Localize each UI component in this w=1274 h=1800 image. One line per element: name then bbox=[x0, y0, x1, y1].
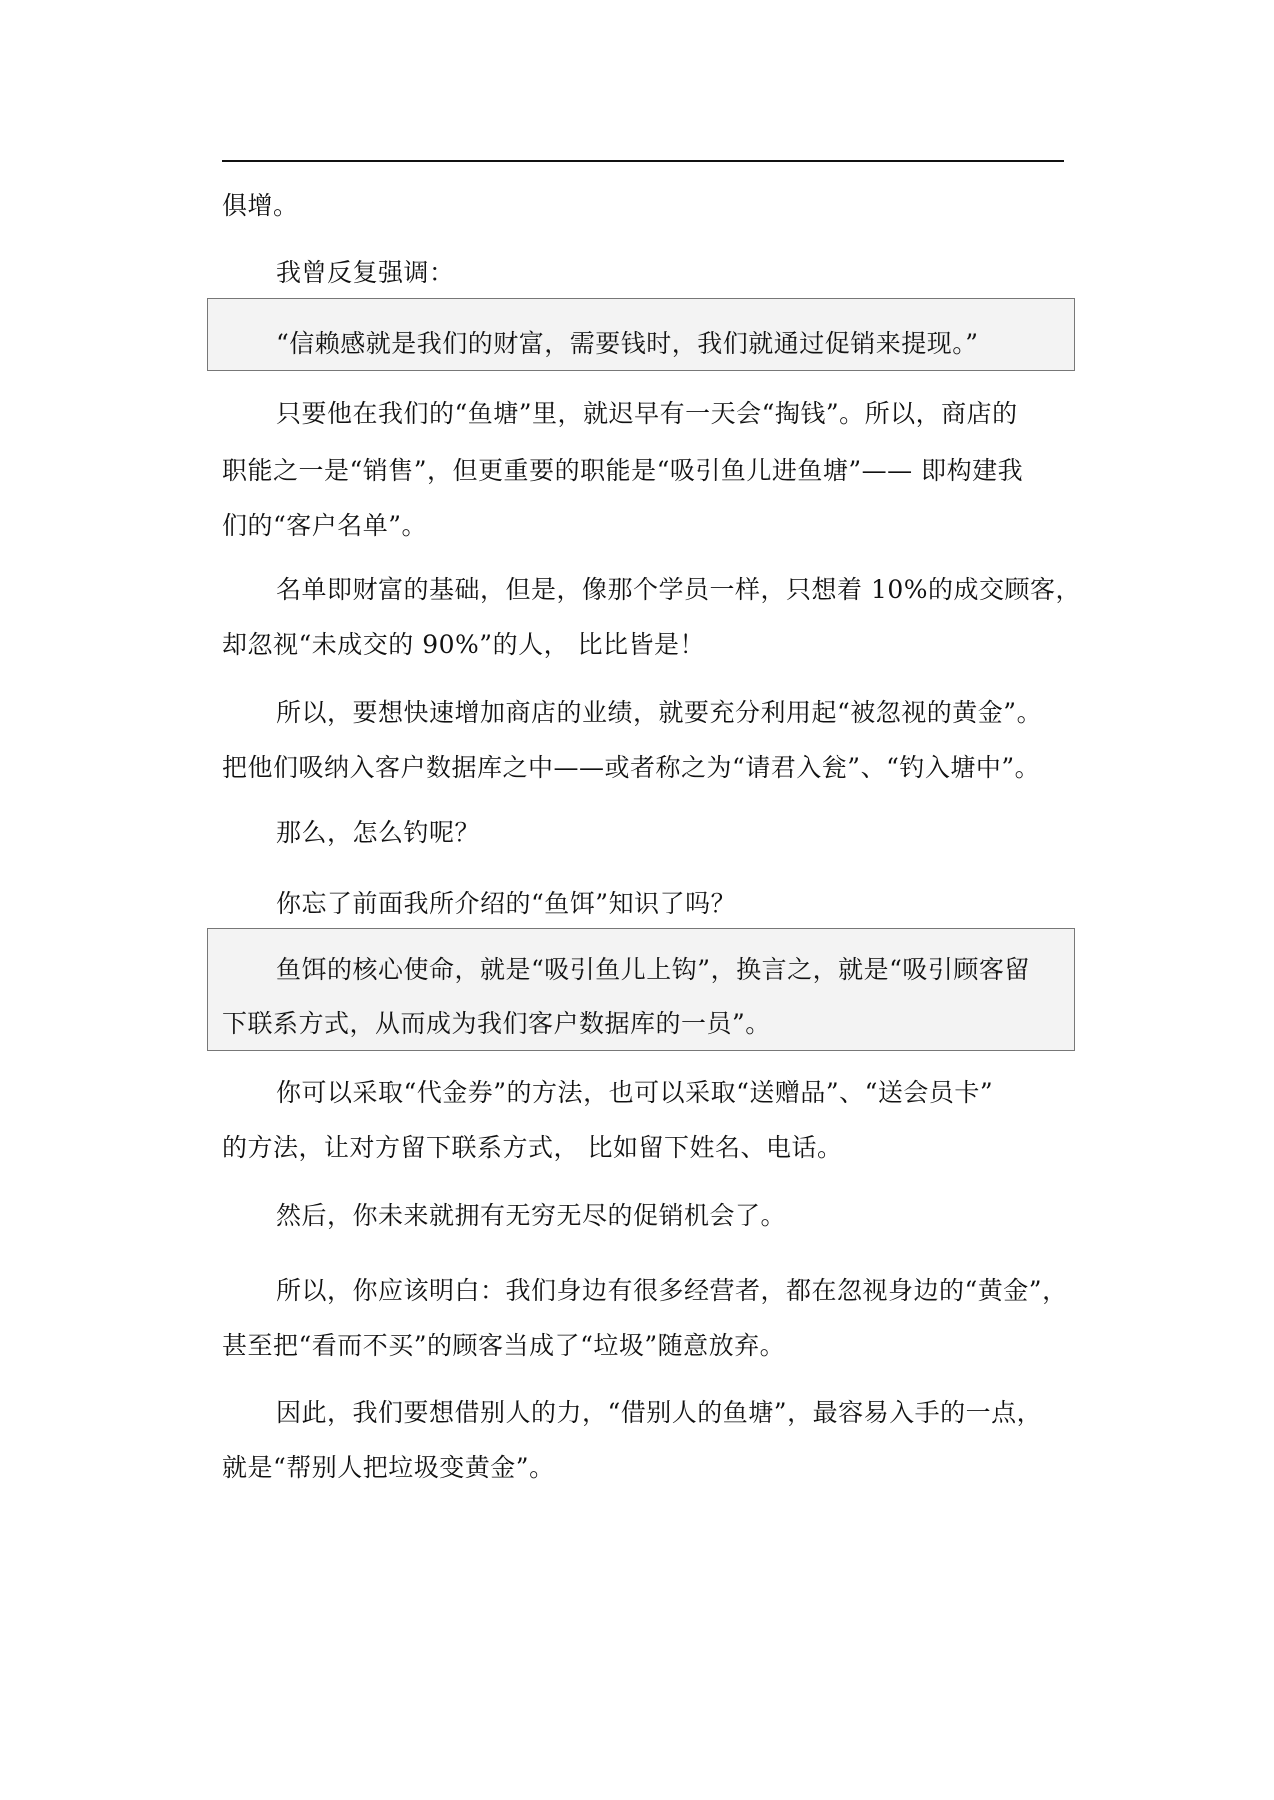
paragraph-line: 甚至把“看而不买”的顾客当成了“垃圾”随意放弃。 bbox=[222, 1331, 786, 1360]
paragraph-line: 我曾反复强调： bbox=[276, 258, 455, 287]
paragraph-line: 所以，要想快速增加商店的业绩，就要充分利用起“被忽视的黄金”。 bbox=[276, 698, 1043, 727]
quote-line: 下联系方式，从而成为我们客户数据库的一员”。 bbox=[222, 1009, 771, 1038]
paragraph-line: 的方法，让对方留下联系方式， 比如留下姓名、电话。 bbox=[222, 1133, 843, 1162]
paragraph-line: 因此，我们要想借别人的力，“借别人的鱼塘”，最容易入手的一点， bbox=[276, 1398, 1043, 1427]
paragraph-line: 们的“客户名单”。 bbox=[222, 511, 428, 540]
paragraph-line: 职能之一是“销售”，但更重要的职能是“吸引鱼儿进鱼塘”—— 即构建我 bbox=[222, 456, 1024, 485]
quote-line: “信赖感就是我们的财富，需要钱时，我们就通过促销来提现。” bbox=[276, 329, 979, 358]
paragraph-line: 只要他在我们的“鱼塘”里，就迟早有一天会“掏钱”。所以，商店的 bbox=[276, 399, 1018, 428]
paragraph-line: 却忽视“未成交的 90%”的人， 比比皆是！ bbox=[222, 630, 706, 659]
quote-line: 鱼饵的核心使命，就是“吸引鱼儿上钩”，换言之，就是“吸引顾客留 bbox=[276, 955, 1030, 984]
paragraph-line: 你可以采取“代金券”的方法，也可以采取“送赠品”、“送会员卡” bbox=[276, 1078, 994, 1107]
paragraph-line: 就是“帮别人把垃圾变黄金”。 bbox=[222, 1453, 555, 1482]
paragraph-line: 所以，你应该明白：我们身边有很多经营者，都在忽视身边的“黄金”， bbox=[276, 1276, 1068, 1305]
header-rule bbox=[222, 160, 1064, 162]
paragraph-line: 名单即财富的基础，但是，像那个学员一样，只想着 10%的成交顾客， bbox=[276, 575, 1082, 604]
paragraph-line: 然后，你未来就拥有无穷无尽的促销机会了。 bbox=[276, 1201, 787, 1230]
paragraph-line: 把他们吸纳入客户数据库之中——或者称之为“请君入瓮”、“钓入塘中”。 bbox=[222, 753, 1041, 782]
paragraph-line: 你忘了前面我所介绍的“鱼饵”知识了吗？ bbox=[276, 889, 737, 918]
paragraph-line: 那么，怎么钓呢？ bbox=[276, 818, 481, 847]
paragraph-line: 俱增。 bbox=[222, 191, 299, 220]
